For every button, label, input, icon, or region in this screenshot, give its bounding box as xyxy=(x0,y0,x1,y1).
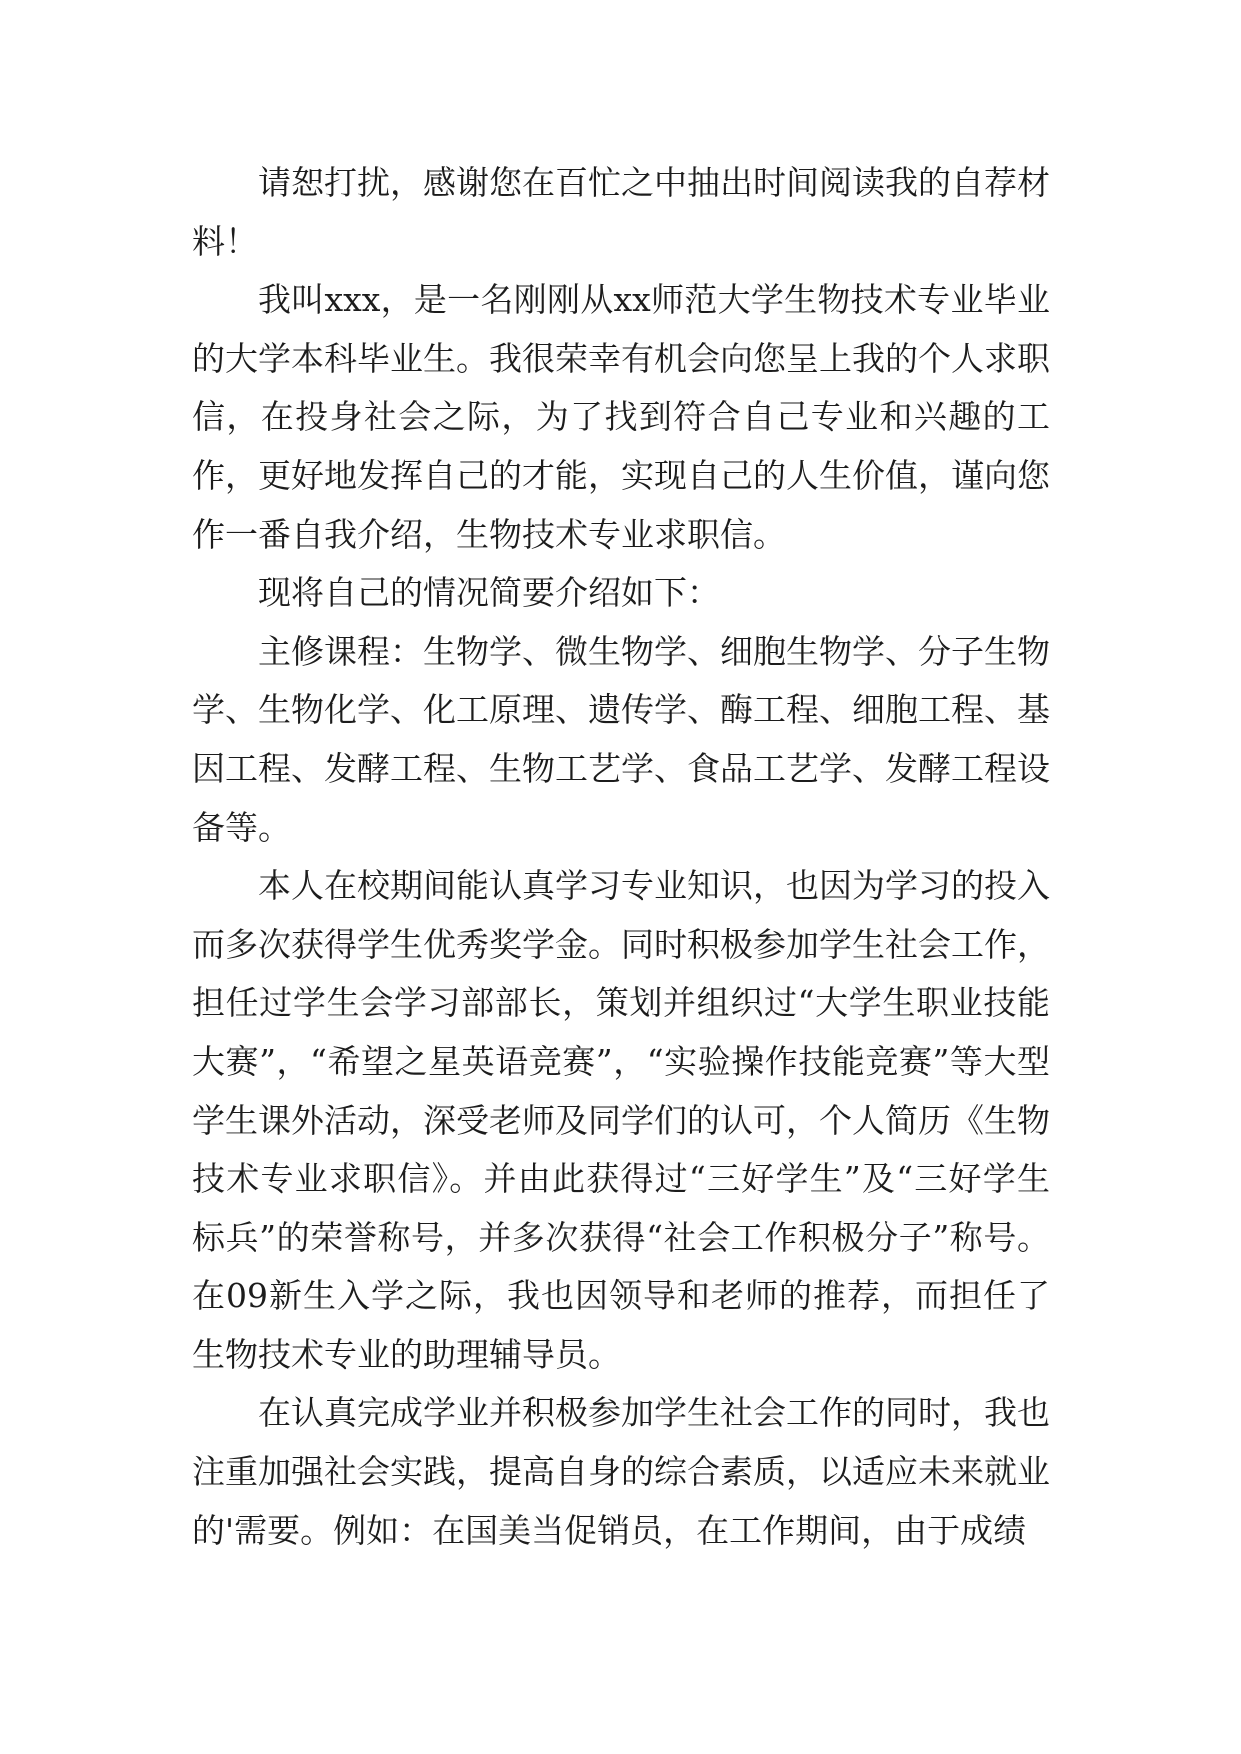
paragraph-overview: 现将自己的情况简要介绍如下： xyxy=(258,573,720,613)
paragraph-practice: 在认真完成学业并积极参加学生社会工作的同时，我也注重加强社会实践，提高自身的综合素质，以适应未来就业的'需要。例如：在国美当促销员，在工作期间，由于成绩 xyxy=(192,1393,1050,1550)
paragraph-achievements: 本人在校期间能认真学习专业知识，也因为学习的投入而多次获得学生优秀奖学金。同时积极参加学生社会工作，担任过学生会学习部部长，策划并组织过“大学生职业技能大赛”，“希望之星英语竞赛”，“实验操作技能竞赛”等大型学生课外活动，深受老师及同学们的认可，个人简历《生物技术专业求职信》。并由此获得过“三好学生”及“三好学生标兵”的荣誉称号，并多次获得“社会工作积极分子”称号。在09新生入学之际，我也因领导和老师的推荐，而担任了生物技术专业的助理辅导员。 xyxy=(192,866,1050,1374)
paragraph-introduction: 我叫xxx，是一名刚刚从xx师范大学生物技术专业毕业的大学本科毕业生。我很荣幸有机会向您呈上我的个人求职信，在投身社会之际，为了找到符合自己专业和兴趣的工作，更好地发挥自己的才能，实现自己的人生价值，谨向您作一番自我介绍，生物技术专业求职信。 xyxy=(192,280,1050,554)
paragraph-courses: 主修课程：生物学、微生物学、细胞生物学、分子生物学、生物化学、化工原理、遗传学、酶工程、细胞工程、基因工程、发酵工程、生物工艺学、食品工艺学、发酵工程设备等。 xyxy=(192,631,1050,847)
letter-body xyxy=(192,154,1050,1560)
paragraph-greeting: 请恕打扰，感谢您在百忙之中抽出时间阅读我的自荐材料！ xyxy=(192,163,1050,261)
